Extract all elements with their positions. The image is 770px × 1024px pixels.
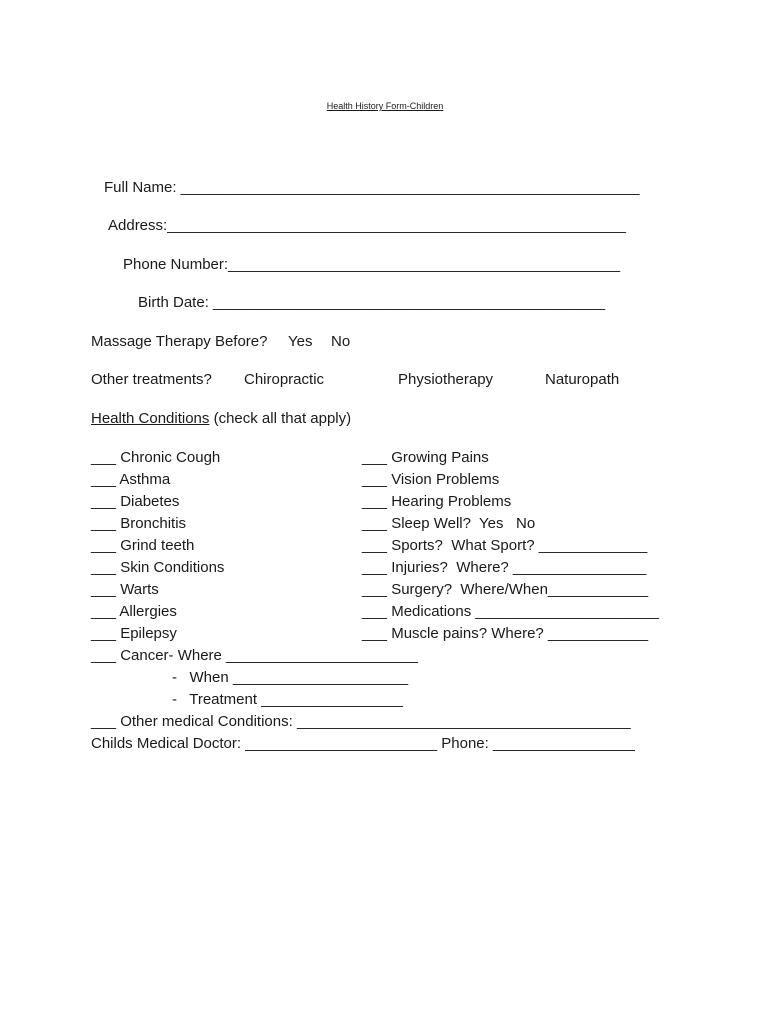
condition-item[interactable]: ___ Bronchitis [91, 515, 187, 532]
phone-number-field[interactable]: Phone Number:_______________________________________________ [123, 256, 621, 273]
other-treatments-question: Other treatments? [91, 371, 212, 388]
condition-item[interactable]: ___ Hearing Problems [362, 493, 512, 510]
massage-therapy-question: Massage Therapy Before? [91, 333, 268, 350]
condition-item[interactable]: ___ Chronic Cough [91, 449, 221, 466]
health-conditions-heading [91, 410, 351, 428]
birth-date-field[interactable]: Birth Date: _______________________________________________ [138, 294, 606, 311]
cancer-where-field[interactable]: ___ Cancer- Where _______________________ [91, 647, 418, 664]
condition-item[interactable]: ___ Vision Problems [362, 471, 500, 488]
full-name-field[interactable]: Full Name: _______________________________________________________ [104, 179, 640, 196]
treatment-physiotherapy[interactable]: Physiotherapy [398, 371, 494, 388]
condition-item[interactable]: ___ Diabetes [91, 493, 180, 510]
massage-no-option[interactable]: No [331, 333, 351, 350]
condition-item[interactable]: ___ Sleep Well? Yes No [362, 515, 536, 532]
cancer-treatment-field[interactable]: - Treatment _________________ [172, 691, 404, 708]
health-conditions-title: Health Conditions [91, 410, 210, 427]
childs-medical-doctor-field[interactable]: Childs Medical Doctor: _______________________ Phone: _________________ [91, 735, 635, 752]
condition-item[interactable]: ___ Sports? What Sport? _____________ [362, 537, 648, 554]
treatment-naturopath[interactable]: Naturopath [545, 371, 620, 388]
condition-item[interactable]: ___ Muscle pains? Where? ____________ [362, 625, 649, 642]
massage-yes-option[interactable]: Yes [288, 333, 313, 350]
condition-item[interactable]: ___ Epilepsy [91, 625, 177, 642]
other-medical-conditions-field[interactable]: ___ Other medical Conditions: ________________________________________ [91, 713, 631, 730]
condition-item[interactable]: ___ Medications ______________________ [362, 603, 659, 620]
condition-item[interactable]: ___ Skin Conditions [91, 559, 225, 576]
condition-item[interactable]: ___ Growing Pains [362, 449, 489, 466]
condition-item[interactable]: ___ Grind teeth [91, 537, 195, 554]
treatment-chiropractic[interactable]: Chiropractic [244, 371, 325, 388]
condition-item[interactable]: ___ Asthma [91, 471, 171, 488]
cancer-when-field[interactable]: - When _____________________ [172, 669, 409, 686]
form-title: Health History Form-Children [326, 101, 444, 111]
address-field[interactable]: Address:_______________________________________________________ [108, 217, 627, 234]
condition-item[interactable]: ___ Surgery? Where/When____________ [362, 581, 649, 598]
condition-item[interactable]: ___ Warts [91, 581, 159, 598]
condition-item[interactable]: ___ Injuries? Where? ________________ [362, 559, 647, 576]
condition-item[interactable]: ___ Allergies [91, 603, 177, 620]
health-conditions-note: (check all that apply) [209, 410, 352, 427]
